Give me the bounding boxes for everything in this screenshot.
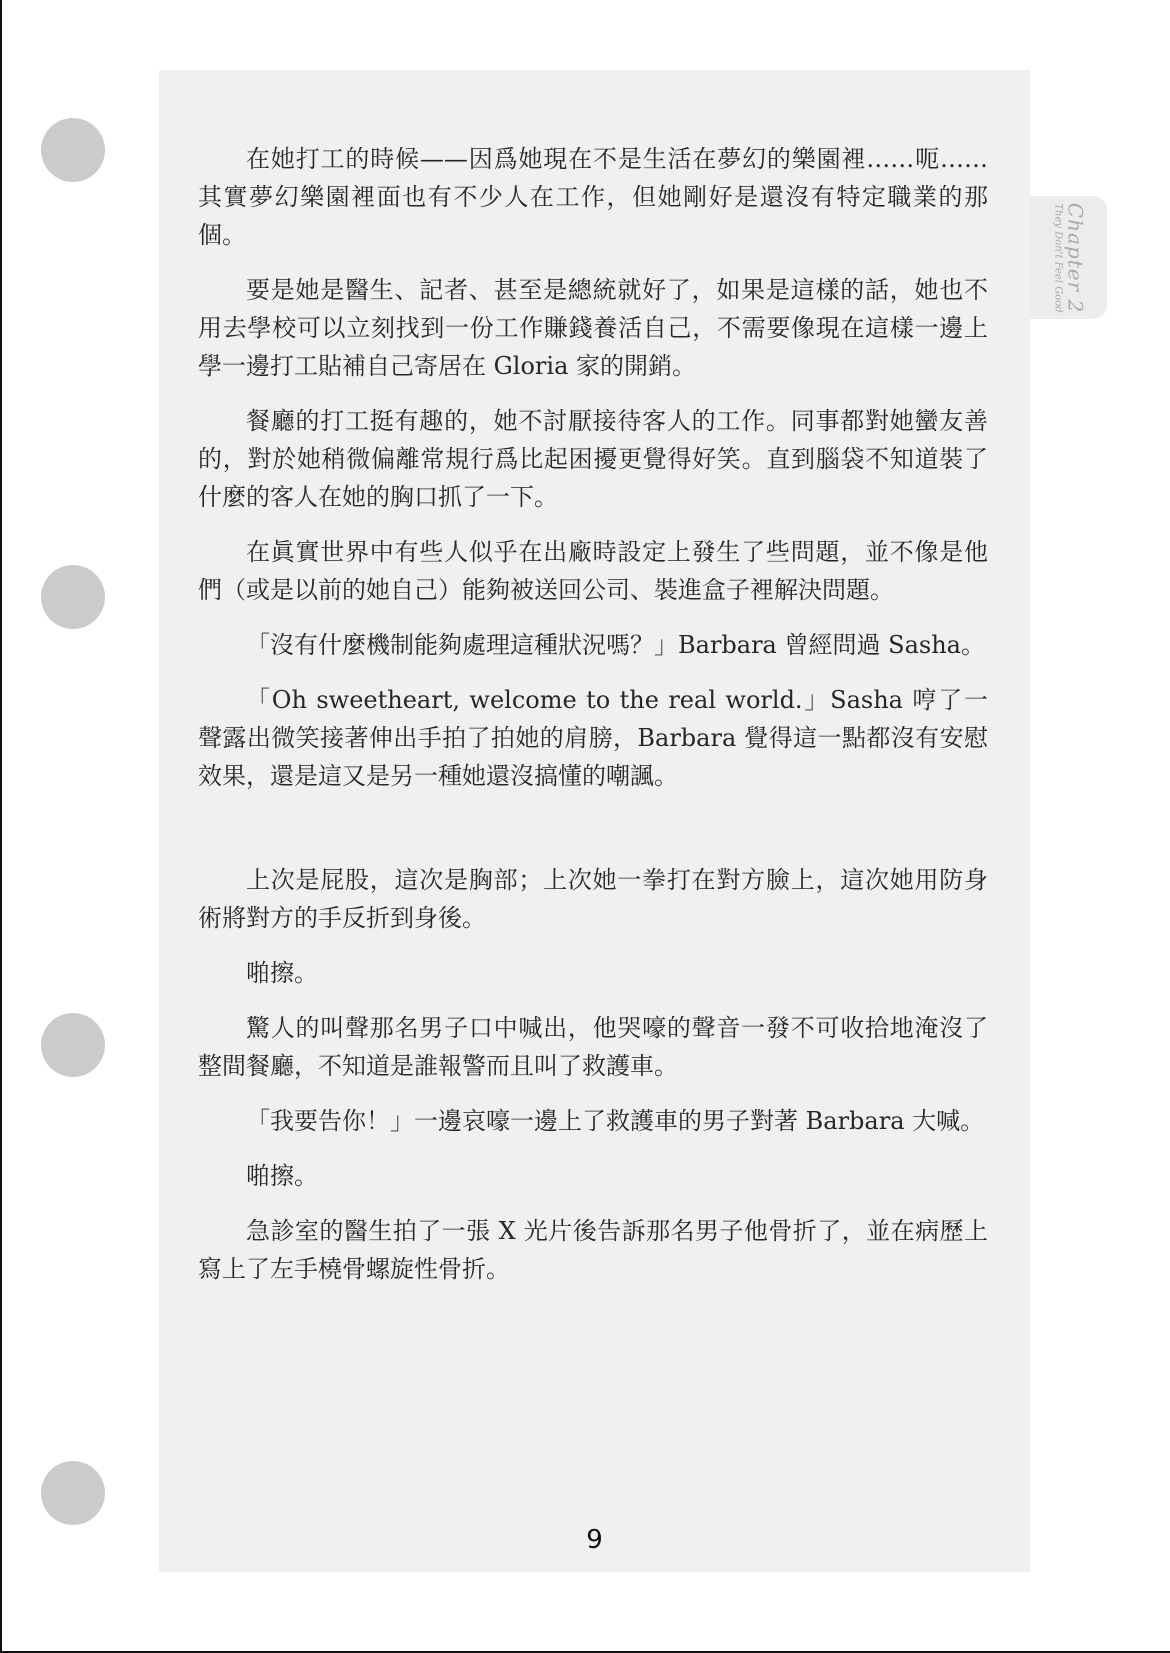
paragraph: 急診室的醫生拍了一張 X 光片後告訴那名男子他骨折了，並在病歷上寫上了左手橈骨螺旋性骨折。 <box>198 1217 988 1283</box>
binder-hole <box>41 118 105 182</box>
binder-hole <box>41 1461 105 1525</box>
chapter-tab[interactable] <box>1030 196 1107 319</box>
paragraph: 「Oh sweetheart, welcome to the real world.」Sasha 哼了一聲露出微笑接著伸出手拍了拍她的肩膀，Barbara 覺得這一點都沒有安慰效果，還是這又是另一種她還沒搞懂的嘲諷。 <box>198 686 988 790</box>
binder-hole <box>41 1013 105 1077</box>
scene-break <box>198 812 988 861</box>
chapter-text <box>198 140 988 1305</box>
binder-hole <box>41 565 105 629</box>
chapter-subtitle: They Don't Feel Good <box>1052 202 1063 313</box>
paragraph: 驚人的叫聲那名男子口中喊出，他哭嚎的聲音一發不可收拾地淹沒了整間餐廳，不知道是誰報警而且叫了救護車。 <box>198 1014 988 1080</box>
chapter-title: Chapter 2 <box>1063 202 1087 313</box>
paragraph: 啪擦。 <box>246 959 318 987</box>
paragraph: 在眞實世界中有些人似乎在出廠時設定上發生了些問題，並不像是他們（或是以前的她自己）能夠被送回公司、裝進盒子裡解決問題。 <box>198 538 988 604</box>
chapter-tab-label <box>1051 202 1086 312</box>
paragraph: 要是她是醫生、記者、甚至是總統就好了，如果是這樣的話，她也不用去學校可以立刻找到一份工作賺錢養活自己，不需要像現在這樣一邊上學一邊打工貼補自己寄居在 Gloria 家的開銷。 <box>198 276 988 380</box>
paragraph: 「我要告你！」一邊哀嚎一邊上了救護車的男子對著 Barbara 大喊。 <box>246 1107 985 1135</box>
paragraph: 餐廳的打工挺有趣的，她不討厭接待客人的工作。同事都對她蠻友善的，對於她稍微偏離常規行爲比起困擾更覺得好笑。直到腦袋不知道裝了什麼的客人在她的胸口抓了一下。 <box>198 407 988 511</box>
paragraph: 上次是屁股，這次是胸部；上次她一拳打在對方臉上，這次她用防身術將對方的手反折到身後。 <box>198 866 988 932</box>
paragraph: 在她打工的時候——因爲她現在不是生活在夢幻的樂園裡……呃……其實夢幻樂園裡面也有不少人在工作，但她剛好是還沒有特定職業的那個。 <box>198 145 988 249</box>
page-number: 9 <box>586 1525 603 1555</box>
paragraph: 啪擦。 <box>246 1162 318 1190</box>
paragraph: 「沒有什麼機制能夠處理這種狀況嗎？」Barbara 曾經問過 Sasha。 <box>246 631 985 659</box>
